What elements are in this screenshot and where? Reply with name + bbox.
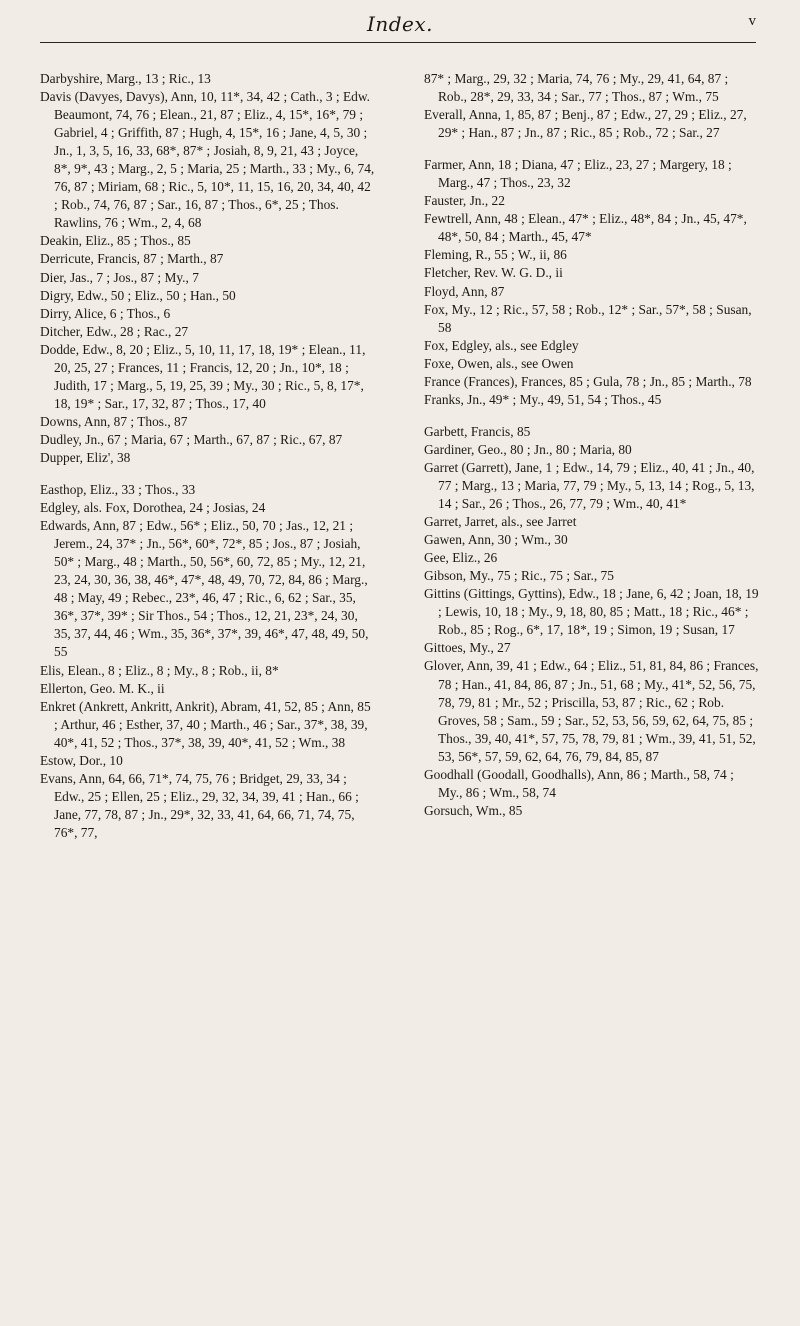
left-index-column: [40, 70, 375, 842]
index-entry: Gorsuch, Wm., 85: [424, 802, 523, 818]
index-entry: Dodde, Edw., 8, 20 ; Eliz., 5, 10, 11, 17, 18, 19* ; Elean., 11, 20, 25, 27 ; Frances, 11 ; Francis, 12, 20 ; Jn., 10*, 18 ; Judith, 17 ; Marg., 5, 19, 25, 39 ; My., 30 ; Ric., 5, 8, 17*, 18, 19* ; Sar., 17, 32, 87 ; Thos., 17, 40: [40, 341, 366, 411]
index-entry: France (Frances), Frances, 85 ; Gula, 78 ; Jn., 85 ; Marth., 78: [424, 373, 752, 389]
index-entry: Dier, Jas., 7 ; Jos., 87 ; My., 7: [40, 269, 199, 285]
index-entry: Franks, Jn., 49* ; My., 49, 51, 54 ; Thos., 45: [424, 391, 662, 407]
index-entry: Goodhall (Goodall, Goodhalls), Ann, 86 ; Marth., 58, 74 ; My., 86 ; Wm., 58, 74: [424, 766, 734, 800]
index-entry: Gibson, My., 75 ; Ric., 75 ; Sar., 75: [424, 568, 614, 584]
index-entry: Derricute, Francis, 87 ; Marth., 87: [40, 251, 224, 267]
index-entry: Fox, My., 12 ; Ric., 57, 58 ; Rob., 12* ; Sar., 57*, 58 ; Susan, 58: [424, 301, 752, 335]
index-entry: Fox, Edgley, als., see Edgley: [424, 337, 579, 353]
index-entry: Fewtrell, Ann, 48 ; Elean., 47* ; Eliz., 48*, 84 ; Jn., 45, 47*, 48*, 50, 84 ; Marth., 45, 47*: [424, 211, 747, 245]
index-entry: Dupper, Eliz', 38: [40, 449, 131, 465]
page-header: [0, 0, 800, 48]
index-entry: Fletcher, Rev. W. G. D., ii: [424, 265, 563, 281]
index-entry: Gittoes, My., 27: [424, 640, 511, 656]
index-entry: Floyd, Ann, 87: [424, 283, 505, 299]
index-entry: Evans, Ann, 64, 66, 71*, 74, 75, 76 ; Bridget, 29, 33, 34 ; Edw., 25 ; Ellen, 25 ; Eliz., 29, 32, 34, 39, 41 ; Han., 66 ; Jane, 77, 78, 87 ; Jn., 29*, 32, 33, 41, 64, 66, 71, 74, 75, 76*, 77,: [40, 770, 359, 840]
index-entry: Edwards, Ann, 87 ; Edw., 56* ; Eliz., 50, 70 ; Jas., 12, 21 ; Jerem., 24, 37* ; Jn., 56*, 60*, 72*, 85 ; Jos., 87 ; Josiah, 50* ; Marg., 48 ; Marth., 50, 56*, 60, 72, 85 ; My., 12, 21, 23, 24, 30, 36, 38, 46*, 47*, 48, 49, 70, 72, 84, 86 ; Marg., 48 ; May, 49 ; Rebec., 23*, 46, 47 ; Ric., 6, 62 ; Sar., 35, 36*, 37*, 39* ; Sir Thos., 54 ; Thos., 12, 21, 23*, 24, 30, 35, 37, 44, 46 ; Wm., 35, 36*, 37*, 39, 46*, 47, 48, 49, 50, 55: [40, 518, 369, 660]
index-entry: Dirry, Alice, 6 ; Thos., 6: [40, 305, 171, 321]
index-entry: Fleming, R., 55 ; W., ii, 86: [424, 247, 567, 263]
index-entry: Dudley, Jn., 67 ; Maria, 67 ; Marth., 67, 87 ; Ric., 67, 87: [40, 431, 343, 447]
page-number: v: [748, 13, 756, 29]
index-entry: Fauster, Jn., 22: [424, 193, 505, 209]
index-entry: Garbett, Francis, 85: [424, 423, 531, 439]
index-entry: Glover, Ann, 39, 41 ; Edw., 64 ; Eliz., 51, 81, 84, 86 ; Frances, 78 ; Han., 41, 84, 86, 87 ; Jn., 51, 68 ; My., 41*, 52, 56, 75, 78, 79, 81 ; Mr., 52 ; Priscilla, 53, 87 ; Ric., 62 ; Rob. Groves, 58 ; Sam., 59 ; Sar., 52, 53, 56, 59, 62, 64, 75, 85 ; Thos., 39, 40, 41*, 57, 75, 78, 79, 81 ; Wm., 39, 41, 51, 52, 53, 56*, 57, 59, 62, 64, 76, 79, 84, 85, 87: [424, 658, 759, 764]
index-entry: Deakin, Eliz., 85 ; Thos., 85: [40, 233, 191, 249]
index-entry: Foxe, Owen, als., see Owen: [424, 355, 574, 371]
index-entry: Edgley, als. Fox, Dorothea, 24 ; Josias, 24: [40, 500, 266, 516]
header-rule: [40, 42, 756, 43]
letter-section-gap: [424, 142, 759, 156]
index-entry: Downs, Ann, 87 ; Thos., 87: [40, 413, 188, 429]
index-entry: Darbyshire, Marg., 13 ; Ric., 13: [40, 71, 211, 86]
index-entry: Everall, Anna, 1, 85, 87 ; Benj., 87 ; Edw., 27, 29 ; Eliz., 27, 29* ; Han., 87 ; Jn., 87 ; Ric., 85 ; Rob., 72 ; Sar., 27: [424, 107, 747, 141]
index-entry: Enkret (Ankrett, Ankritt, Ankrit), Abram, 41, 52, 85 ; Ann, 85 ; Arthur, 46 ; Esther, 37, 40 ; Marth., 46 ; Sar., 37*, 38, 39, 40*, 41, 52 ; Thos., 37*, 38, 39, 40*, 41, 52 ; Wm., 38: [40, 698, 371, 750]
index-entry: Garret, Jarret, als., see Jarret: [424, 514, 577, 530]
index-entry: Ellerton, Geo. M. K., ii: [40, 680, 165, 696]
index-entry: Easthop, Eliz., 33 ; Thos., 33: [40, 482, 196, 498]
index-entry: Gittins (Gittings, Gyttins), Edw., 18 ; Jane, 6, 42 ; Joan, 18, 19 ; Lewis, 10, 18 ; My., 9, 18, 80, 85 ; Matt., 18 ; Ric., 46* ; Rob., 85 ; Rog., 6*, 17, 18*, 19 ; Simon, 19 ; Susan, 17: [424, 586, 759, 638]
index-entry: Estow, Dor., 10: [40, 752, 123, 768]
index-entry: Farmer, Ann, 18 ; Diana, 47 ; Eliz., 23, 27 ; Margery, 18 ; Marg., 47 ; Thos., 23, 32: [424, 157, 732, 191]
index-entry: Elis, Elean., 8 ; Eliz., 8 ; My., 8 ; Rob., ii, 8*: [40, 662, 279, 678]
index-entry: Garret (Garrett), Jane, 1 ; Edw., 14, 79 ; Eliz., 40, 41 ; Jn., 40, 77 ; Marg., 13 ; Maria, 77, 79 ; My., 5, 13, 14 ; Rog., 5, 13, 14 ; Sar., 26 ; Thos., 26, 77, 79 ; Wm., 40, 41*: [424, 459, 755, 512]
index-entry: Gee, Eliz., 26: [424, 550, 498, 566]
index-entry: Ditcher, Edw., 28 ; Rac., 27: [40, 323, 189, 339]
letter-section-gap: [40, 467, 375, 481]
index-entry: Gardiner, Geo., 80 ; Jn., 80 ; Maria, 80: [424, 441, 632, 457]
index-entry: Digry, Edw., 50 ; Eliz., 50 ; Han., 50: [40, 287, 236, 303]
index-entry: Davis (Davyes, Davys), Ann, 10, 11*, 34, 42 ; Cath., 3 ; Edw. Beaumont, 74, 76 ; Elean., 21, 87 ; Eliz., 4, 15*, 16*, 79 ; Gabriel, 4 ; Griffith, 87 ; Hugh, 4, 15*, 16 ; Jane, 4, 5, 30 ; Jn., 1, 3, 5, 16, 33, 68*, 87* ; Josiah, 8, 9, 21, 43 ; Joyce, 8*, 9*, 43 ; Marg., 2, 5 ; Maria, 25 ; Marth., 33 ; My., 6, 74, 76, 87 ; Miriam, 68 ; Ric., 5, 10*, 11, 15, 16, 20, 34, 40, 42 ; Rob., 74, 76, 87 ; Sar., 16, 87 ; Thos., 6*, 25 ; Thos. Rawlins, 76 ; Wm., 2, 4, 68: [40, 89, 375, 231]
right-index-column: [424, 70, 759, 820]
letter-section-gap: [424, 409, 759, 423]
running-title: Index.: [366, 12, 434, 36]
index-entry: Gawen, Ann, 30 ; Wm., 30: [424, 532, 568, 548]
index-entry: 87* ; Marg., 29, 32 ; Maria, 74, 76 ; My., 29, 41, 64, 87 ; Rob., 28*, 29, 33, 34 ; Sar., 77 ; Thos., 87 ; Wm., 75: [424, 71, 729, 105]
